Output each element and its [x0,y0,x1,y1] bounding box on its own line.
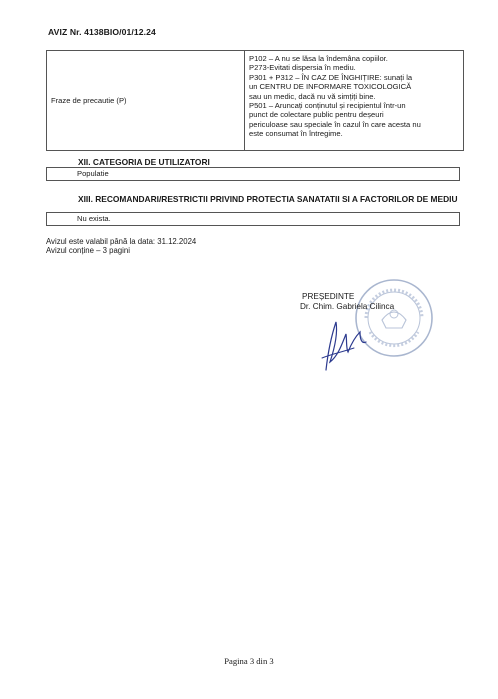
precaution-table [46,50,464,151]
document-number: AVIZ Nr. 4138BIO/01/12.24 [48,27,156,37]
precaution-line: un CENTRU DE INFORMARE TOXICOLOGICĂ [249,82,412,92]
president-title: PREȘEDINTE [302,292,355,301]
precaution-line: periculoase sau speciale în cazul în care acesta nu [249,119,421,129]
precaution-line: P501 – Aruncați conținutul și recipientul într-un [249,101,406,111]
precaution-line: P301 + P312 – ÎN CAZ DE ÎNGHIȚIRE: sunați la [249,72,413,82]
precaution-line: P273-Evitati dispersia în mediu. [249,63,356,73]
user-category-box [46,167,460,181]
user-category-value: Populatie [77,169,109,178]
precaution-label-cell [47,51,245,150]
restrictions-value: Nu exista. [77,214,111,223]
section-13-title [46,194,462,205]
section-12-title: XII. CATEGORIA DE UTILIZATORI [78,157,210,167]
handwritten-signature [316,312,376,374]
validity-date: Avizul este valabil până la data: 31.12.2024 [46,237,197,246]
page-number: Pagina 3 din 3 [224,656,274,666]
page-count: Avizul conține – 3 pagini [46,246,130,255]
restrictions-box [46,212,460,226]
president-name: Dr. Chim. Gabriela Cilinca [300,302,395,311]
precaution-label: Fraze de precautie (P) [51,96,127,105]
precaution-line: este consumat în întregime. [249,129,343,139]
section-13-title-text: XIII. RECOMANDARI/RESTRICTII PRIVIND PROTECTIA SANATATII SI A FACTORILOR DE MEDIU [78,194,458,204]
precaution-line: sau un medic, dacă nu vă simțiți bine. [249,91,376,101]
precaution-line: punct de colectare public pentru deșeuri [249,110,384,120]
precaution-phrases [245,51,463,150]
precaution-line: P102 – A nu se lăsa la îndemâna copiilor. [249,54,388,63]
